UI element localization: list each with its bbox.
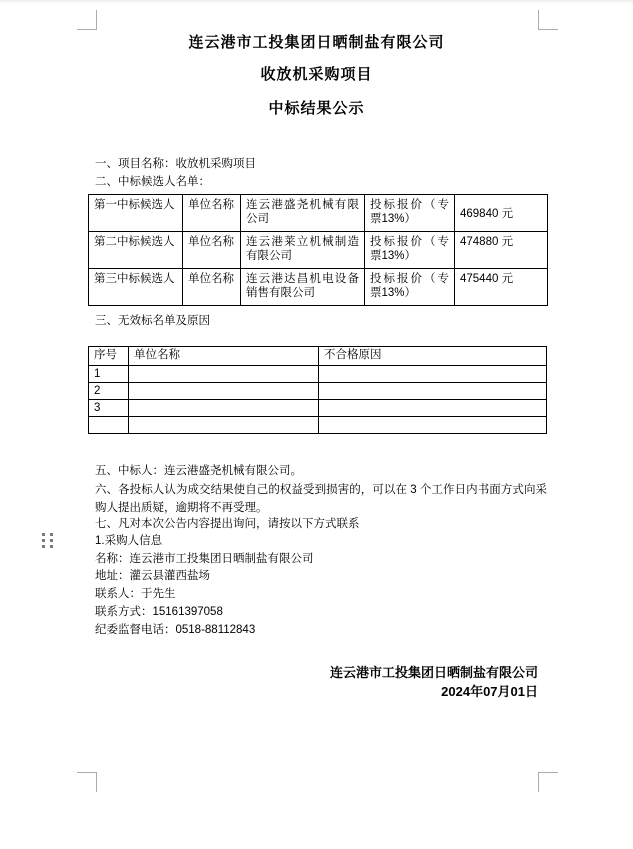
signature-company: 连云港市工投集团日晒制盐有限公司	[329, 665, 538, 680]
purchaser-info	[95, 533, 314, 639]
section-objection: 六、各投标人认为成交结果使自己的权益受到损害的，可以在 3 个工作日内书面方式向采购人提出质疑，逾期将不再受理。	[95, 484, 547, 514]
paragraph-handle-icon	[42, 533, 53, 548]
cell-company: 连云港莱立机械制造有限公司	[241, 232, 365, 269]
table-row	[89, 195, 548, 232]
signature-date: 2024年07月01日	[441, 683, 538, 699]
table-row	[89, 232, 548, 269]
purchaser-address: 地址：灌云县灌西盐场	[95, 570, 210, 583]
title-company: 连云港市工投集团日晒制盐有限公司	[188, 34, 445, 51]
cell-unit	[129, 366, 319, 383]
header-unit: 单位名称	[129, 347, 319, 366]
cell-reason	[319, 400, 547, 417]
purchaser-supervision-phone: 纪委监督电话：0518-88112843	[95, 623, 256, 636]
signature-block	[330, 664, 538, 701]
purchaser-contact-phone: 联系方式：15161397058	[95, 605, 223, 618]
header-reason: 不合格原因	[319, 347, 547, 366]
header-seq: 序号	[89, 347, 129, 366]
section-candidates-heading: 二、中标候选人名单：	[95, 176, 210, 188]
table-row	[89, 417, 547, 434]
margin-corner-mark-bottom-left	[77, 772, 97, 792]
cell-unit-label: 单位名称	[183, 195, 241, 232]
cell-unit-label: 单位名称	[183, 232, 241, 269]
cell-unit	[129, 383, 319, 400]
title-announcement: 中标结果公示	[268, 100, 365, 117]
purchaser-contact-person: 联系人：于先生	[95, 588, 176, 601]
cell-company: 连云港达昌机电设备销售有限公司	[241, 269, 365, 306]
table-row	[89, 383, 547, 400]
cell-reason	[319, 383, 547, 400]
margin-corner-mark-top-right	[538, 10, 558, 30]
margin-corner-mark-top-left	[77, 10, 97, 30]
cell-price-label: 投标报价（专票13%）	[365, 269, 455, 306]
cell-price: 469840 元	[455, 195, 548, 232]
title-project: 收放机采购项目	[260, 66, 373, 83]
cell-reason	[319, 366, 547, 383]
cell-unit-label: 单位名称	[183, 269, 241, 306]
cell-rank: 第三中标候选人	[89, 269, 183, 306]
cell-seq: 2	[89, 383, 129, 400]
candidates-table	[88, 194, 548, 306]
cell-seq	[89, 417, 129, 434]
table-row	[89, 366, 547, 383]
cell-unit	[129, 417, 319, 434]
section-project-name: 一、项目名称：收放机采购项目	[95, 158, 256, 170]
cell-price: 475440 元	[455, 269, 548, 306]
cell-price-label: 投标报价（专票13%）	[365, 195, 455, 232]
margin-corner-mark-bottom-right	[538, 772, 558, 792]
table-header-row	[89, 347, 547, 366]
section-winner: 五、中标人：连云港盛尧机械有限公司。	[95, 465, 302, 477]
purchaser-heading: 1.采购人信息	[95, 535, 163, 547]
cell-seq: 1	[89, 366, 129, 383]
cell-price: 474880 元	[455, 232, 548, 269]
cell-unit	[129, 400, 319, 417]
cell-rank: 第二中标候选人	[89, 232, 183, 269]
cell-seq: 3	[89, 400, 129, 417]
cell-price-label: 投标报价（专票13%）	[365, 232, 455, 269]
cell-company: 连云港盛尧机械有限公司	[241, 195, 365, 232]
section-invalid-heading: 三、无效标名单及原因	[95, 315, 210, 327]
invalid-bids-table	[88, 346, 547, 434]
table-row	[89, 400, 547, 417]
section-contact-intro: 七、凡对本次公告内容提出询问，请按以下方式联系	[95, 518, 360, 530]
page-top-edge	[0, 0, 633, 3]
cell-reason	[319, 417, 547, 434]
purchaser-name: 名称：连云港市工投集团日晒制盐有限公司	[95, 552, 314, 565]
cell-rank: 第一中标候选人	[89, 195, 183, 232]
table-row	[89, 269, 548, 306]
